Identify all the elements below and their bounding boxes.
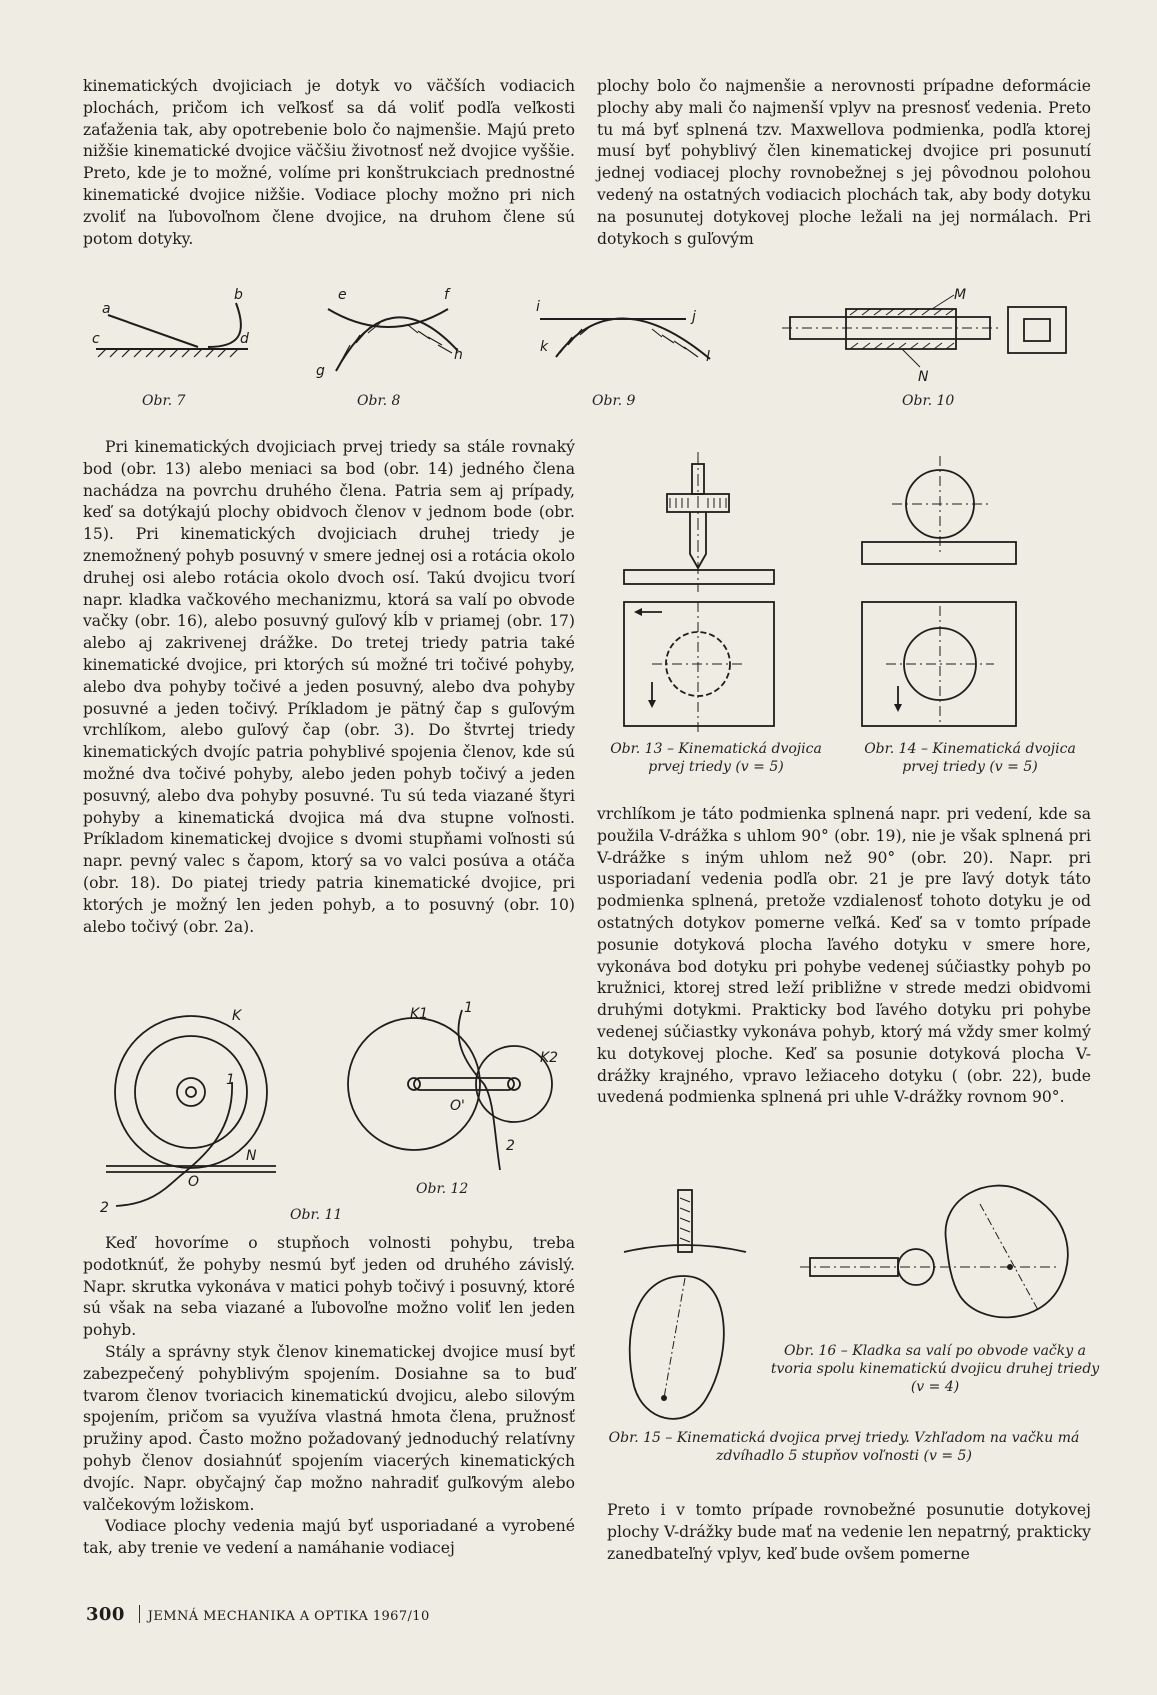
figure-11 — [96, 1008, 286, 1228]
label-N: N — [246, 1148, 257, 1164]
label-d: d — [240, 331, 249, 347]
label-f: f — [444, 287, 449, 303]
label-O-prime: O' — [450, 1098, 465, 1114]
label-c: c — [92, 331, 100, 347]
figure-14 — [852, 442, 1022, 732]
journal-title: JEMNÁ MECHANIKA A OPTIKA 1967/10 — [147, 1609, 430, 1624]
caption-obr-15: Obr. 15 – Kinematická dvojica prvej triedy. Vzhľadom na vačku má zdvíhadlo 5 stupňov voľnosti (v = 5) — [608, 1430, 1080, 1464]
paragraph: Stály a správny styk členov kinematickej dvojice musí byť zabezpečený pohyblivým spojením. Dosiahne sa to buď tvarom členov tvoriacich kinematickú dvojicu, alebo silovým spojením, pričom sa využíva vlastná hmota člena, pružnosť pružiny apod. Často možno požadovaný jednoduchý relatívny pohyb členov dosiahnúť spojením viacerých kinematických dvojíc. Napr. obyčajný čap možno nahradiť guľkovým alebo valčekovým ložiskom. — [83, 1342, 575, 1514]
label-l: l — [706, 349, 710, 365]
label-2: 2 — [100, 1200, 109, 1216]
label-e: e — [338, 287, 347, 303]
label-1: 1 — [464, 1000, 473, 1016]
figure-15 — [614, 1186, 764, 1431]
figure-8 — [308, 285, 478, 380]
paragraph: Keď hovoríme o stupňoch volnosti pohybu, treba podotknúť, že pohyby nesmú byť jeden od druhého závislý. Napr. skrutka vykonáva v matici pohyb točivý i posuvný, ktoré sú však na seba viazané a ľubovoľne možno voliť len jeden pohyb. — [83, 1234, 575, 1340]
page-number: 300 — [86, 1604, 125, 1625]
figure-7 — [88, 285, 268, 380]
caption-obr-13: Obr. 13 – Kinematická dvojica prvej triedy (v = 5) — [610, 741, 822, 775]
label-K: K — [232, 1008, 242, 1024]
text-column-left-middle — [83, 437, 575, 938]
caption-obr-10: Obr. 10 — [902, 393, 955, 409]
caption-obr-9: Obr. 9 — [592, 393, 636, 409]
caption-obr-12: Obr. 12 — [416, 1181, 469, 1197]
paragraph: vrchlíkom je táto podmienka splnená napr. pri vedení, kde sa použila V-drážka s uhlom 90° (obr. 19), nie je však splnená pri V-drážke s iným uhlom než 90° (obr. 20). Napr. pri usporiadaní vedenia podľa obr. 21 je pre ľavý dotyk táto podmienka splnená, pretože vzdialenosť tohoto dotyku je od ostatných dotykov pomerne veľká. Keď sa v tomto prípade posunie dotyková plocha ľavého dotyku v smere hore, vykonáva bod dotyku pri pohybe vedenej súčiastky pohyb po kružnici, ktorej stred leží približne v strede medzi obidvomi druhými dotykmi. Prakticky bod ľavého dotyku pri pohybe vedenej súčiastky vykonáva pohyb, ktorý má vždy smer kolmý ku dotykovej ploche. Keď sa posunie dotyková plocha V-drážky krajného, vpravo ležiaceho dotyku ( (obr. 22), bude uvedená podmienka splnená pri uhle V-drážky rovnom 90°. — [597, 805, 1091, 1107]
text-column-left-top — [83, 76, 575, 250]
label-O: O — [188, 1174, 200, 1190]
text-column-right-bottom — [607, 1500, 1091, 1565]
label-2: 2 — [506, 1138, 515, 1154]
label-1: 1 — [226, 1072, 235, 1088]
label-M: M — [954, 287, 967, 303]
figure-9 — [534, 285, 734, 380]
label-k: k — [540, 339, 549, 355]
text-column-right-top — [597, 76, 1091, 250]
paragraph: Vodiace plochy vedenia majú byť usporiadané a vyrobené tak, aby trenie ve vedení a namáhanie vodiacej — [83, 1517, 575, 1558]
label-b: b — [234, 287, 243, 303]
text-column-right-middle — [597, 804, 1091, 1109]
figure-16 — [790, 1176, 1090, 1326]
caption-obr-8: Obr. 8 — [357, 393, 401, 409]
caption-obr-16: Obr. 16 – Kladka sa valí po obvode vačky a tvoria spolu kinematickú dvojicu druhej triedy (v = 4) — [770, 1343, 1100, 1395]
label-K1: K1 — [410, 1006, 429, 1022]
paragraph: Pri kinematických dvojiciach prvej triedy sa stále rovnaký bod (obr. 13) alebo meniaci sa bod (obr. 14) jedného člena nachádza na povrchu druhého člena. Patria sem aj prípady, keď sa dotýkajú plochy obidvoch členov v jednom bode (obr. 15). Pri kinematických dvojiciach druhej triedy je znemožnený pohyb posuvný v smere jednej osi a rotácia okolo druhej osi alebo rotácia okolo dvoch osí. Takú dvojicu tvorí napr. kladka vačkového mechanizmu, ktorá sa valí po obvode vačky (obr. 16), alebo posuvný guľový kĺb v priamej (obr. 17) alebo aj zakrivenej drážke. Do tretej triedy patria také kinematické dvojice, pri ktorých sú možné tri točivé pohyby, alebo dva pohyby točivé a jeden posuvný, alebo dva pohyby posuvné a jeden točivý. Príkladom je pätný čap s guľovým vrchlíkom, alebo guľový čap (obr. 3). Do štvrtej triedy kinematických dvojíc patria pohyblivé spojenia členov, kde sú možné dva točivé pohyby, alebo jeden pohyb točivý a jeden posuvný, alebo dva pohyby posuvné. Tu sú teda viazané štyri pohyby a kinematická dvojica má dva stupne voľnosti. Príkladom kinematickej dvojice s dvomi stupňami voľnosti sú napr. pevný valec s čapom, ktorý sa vo valci posúva a otáča (obr. 18). Do piatej triedy patria kinematické dvojice, pri ktorých je možný len jeden pohyb, a to posuvný (obr. 10) alebo točivý (obr. 2a). — [83, 438, 575, 936]
caption-obr-14: Obr. 14 – Kinematická dvojica prvej triedy (v = 5) — [864, 741, 1076, 775]
page-footer — [86, 1604, 430, 1625]
paragraph: plochy bolo čo najmenšie a nerovnosti prípadne deformácie plochy aby mali čo najmenší vplyv na presnosť vedenia. Preto tu má byť splnená tzv. Maxwellova podmienka, podľa ktorej musí byť pohyblivý člen kinematickej dvojice pri posunutí jednej vodiacej plochy rovnobežnej s jej pôvodnou polohou vedený na ostatných vodiacich plochách tak, aby body dotyku na posunutej dotykovej ploche ležali na jej normálach. Pri dotykoch s guľovým — [597, 77, 1091, 248]
figure-12 — [344, 1000, 564, 1180]
label-K2: K2 — [540, 1050, 559, 1066]
label-N: N — [918, 369, 929, 385]
label-a: a — [102, 301, 111, 317]
label-j: j — [692, 309, 696, 325]
figure-10 — [782, 285, 1092, 390]
caption-obr-7: Obr. 7 — [142, 393, 186, 409]
paragraph: kinematických dvojiciach je dotyk vo väčších vodiacich plochách, pričom ich veľkosť sa dá voliť podľa veľkosti zaťaženia tak, aby opotrebenie bolo čo najmenšie. Majú preto nižšie kinematické dvojice väčšiu životnosť než dvojice vyššie. Preto, kde je to možné, volíme pri konštrukciach prednostné kinematické dvojice nižšie. Vodiace plochy možno pri nich zvoliť na ľubovoľnom člene dvojice, na druhom člene sú potom dotyky. — [83, 77, 575, 248]
paragraph: Preto i v tomto prípade rovnobežné posunutie dotykovej plochy V-drážky bude mať na vedenie len nepatrný, prakticky zanedbateľný vplyv, keď bude ovšem pomerne — [607, 1501, 1091, 1563]
label-h: h — [454, 347, 463, 363]
figure-13 — [612, 442, 782, 732]
caption-obr-11: Obr. 11 — [290, 1207, 343, 1223]
text-column-left-bottom — [83, 1233, 575, 1560]
label-i: i — [536, 299, 540, 315]
footer-divider — [139, 1605, 140, 1623]
label-g: g — [316, 363, 325, 379]
